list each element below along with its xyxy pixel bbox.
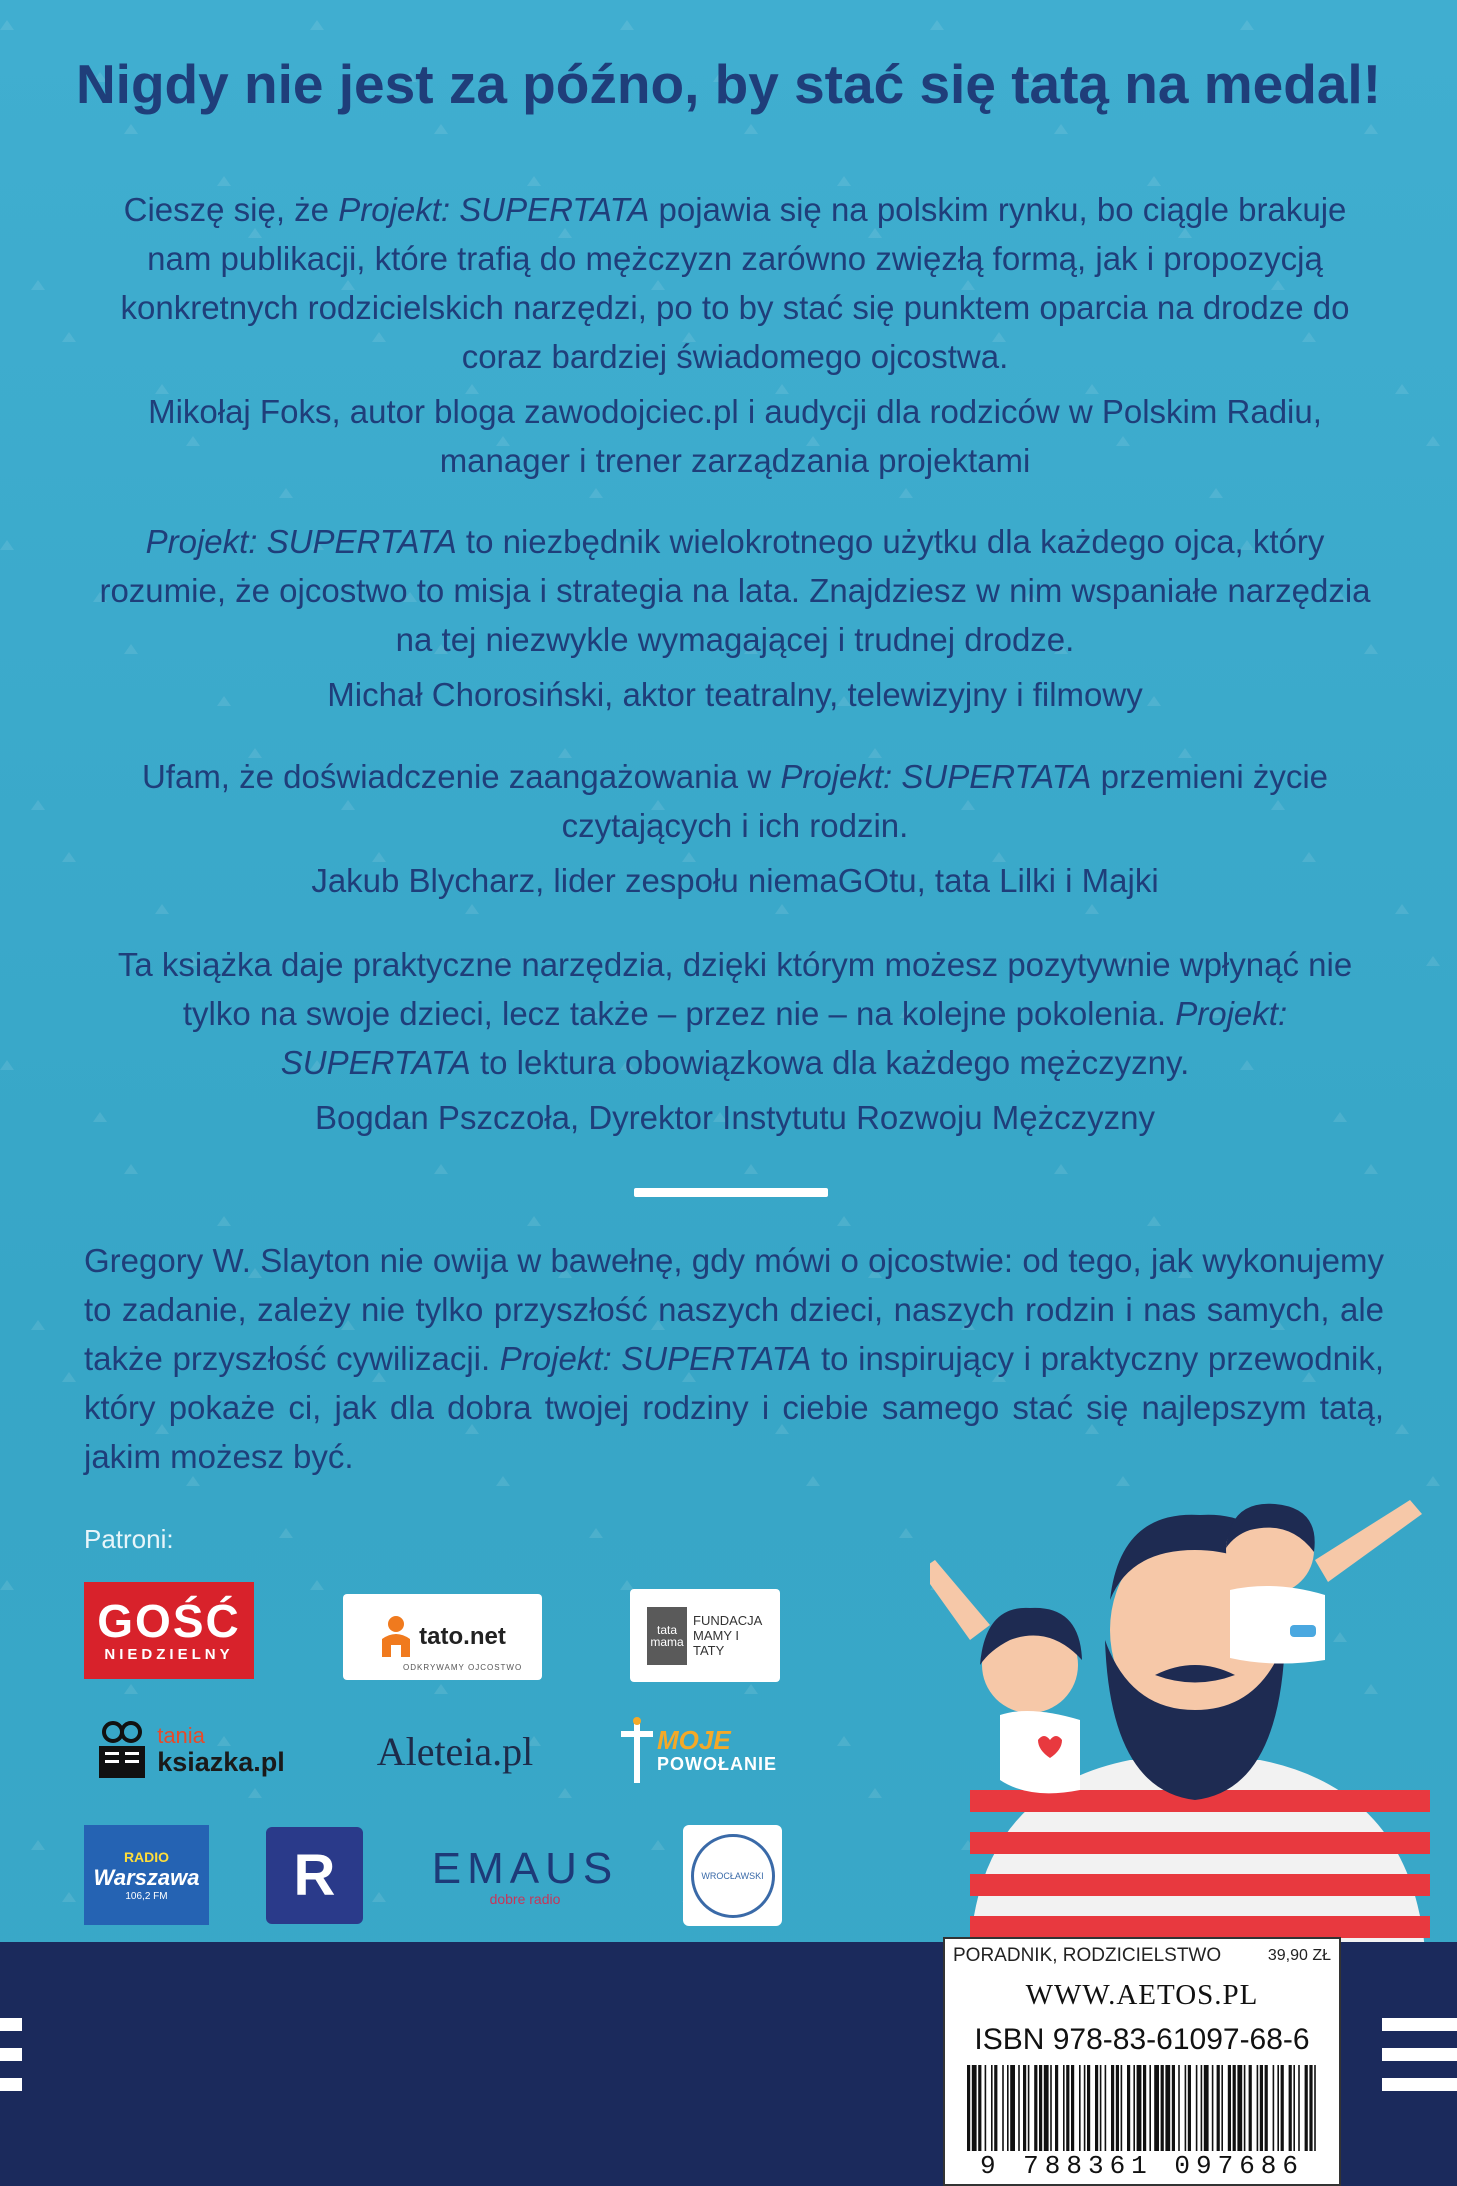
pattern-triangle	[589, 1528, 603, 1538]
pattern-triangle	[558, 1788, 572, 1798]
pattern-triangle	[930, 20, 944, 30]
pattern-triangle	[837, 1736, 851, 1746]
pattern-triangle	[372, 1892, 386, 1902]
emaus-title: EMAUS	[431, 1844, 619, 1893]
barcode-bar	[1084, 2065, 1086, 2151]
powolanie-line1: MOJE	[657, 1725, 731, 1755]
barcode-bar	[991, 2065, 993, 2151]
barcode-bar	[1066, 2065, 1069, 2151]
divider-line	[634, 1188, 828, 1197]
pattern-triangle	[1240, 20, 1254, 30]
barcode-bar	[1044, 2065, 1049, 2151]
barcode-bar	[1249, 2065, 1252, 2151]
barcode-bar	[1212, 2065, 1214, 2151]
cross-figure-icon	[617, 1717, 657, 1787]
patrons-label: Patroni:	[84, 1524, 174, 1554]
wroclawski-logo	[683, 1825, 782, 1926]
pattern-triangle	[434, 124, 448, 134]
price-isbn-box	[943, 1937, 1341, 2186]
pattern-triangle	[589, 488, 603, 498]
barcode-bar	[1281, 2065, 1284, 2151]
pattern-triangle	[1395, 904, 1409, 914]
pattern-triangle	[310, 20, 324, 30]
pattern-triangle	[31, 280, 45, 290]
radio-line1: RADIO	[123, 1848, 170, 1865]
powolanie-line2: POWOŁANIE	[657, 1754, 777, 1774]
pattern-triangle	[434, 1164, 448, 1174]
barcode-bar	[967, 2065, 970, 2151]
barcode-bar	[1244, 2065, 1246, 2151]
barcode-bar	[1178, 2065, 1180, 2151]
fundacja-text: FUNDACJA MAMY I TATY	[693, 1613, 762, 1658]
moje-powolanie-logo	[612, 1712, 782, 1792]
barcode-bar	[1133, 2065, 1135, 2151]
band-stripe	[1382, 2048, 1457, 2061]
pattern-triangle	[1364, 124, 1378, 134]
text-segment: to lektura obowiązkowa dla każdego mężczyzny.	[470, 1044, 1190, 1081]
book-title-italic: Projekt: SUPERTATA	[780, 758, 1092, 795]
book-title-italic: Projekt: SUPERTATA	[338, 191, 650, 228]
pattern-triangle	[279, 488, 293, 498]
barcode-bar	[1277, 2065, 1279, 2151]
quote-source: Bogdan Pszczoła, Dyrektor Instytutu Rozwoju Mężczyzny	[314, 1099, 1155, 1136]
pattern-triangle	[1426, 436, 1440, 446]
barcode-bar	[1289, 2065, 1292, 2151]
text-segment: przemieni życie czytających i ich rodzin.	[561, 758, 1329, 844]
barcode-bar	[1071, 2065, 1074, 2151]
pattern-triangle	[1209, 488, 1223, 498]
pattern-triangle	[744, 1164, 758, 1174]
barcode-bar	[1201, 2065, 1203, 2151]
tania-logo-line2: ksiazka.pl	[157, 1747, 285, 1777]
barcode-bar	[1188, 2065, 1191, 2151]
barcode-bar	[1007, 2065, 1009, 2151]
pattern-triangle	[0, 20, 14, 30]
barcode-bar	[1055, 2065, 1058, 2151]
pattern-triangle	[62, 332, 76, 342]
barcode-bar	[1257, 2065, 1259, 2151]
pattern-triangle	[899, 1528, 913, 1538]
genre-label: PORADNIK, RODZICIELSTWO	[953, 1945, 1222, 1966]
pattern-triangle	[620, 20, 634, 30]
barcode-bar	[1116, 2065, 1119, 2151]
book-title-italic: Projekt: SUPERTATA	[499, 1340, 812, 1377]
barcode-bar	[1018, 2065, 1020, 2151]
barcode-bar	[1298, 2065, 1300, 2151]
barcode-bar	[1305, 2065, 1308, 2151]
tania-ksiazka-logo	[84, 1712, 294, 1786]
pattern-triangle	[868, 1788, 882, 1798]
barcode-bar	[1265, 2065, 1268, 2151]
barcode-bar	[1273, 2065, 1275, 2151]
quote-text	[90, 940, 1380, 1087]
pattern-triangle	[465, 904, 479, 914]
barcode-bar	[1095, 2065, 1098, 2151]
pattern-triangle	[279, 1528, 293, 1538]
barcode-bar	[1034, 2065, 1037, 2151]
barcode-bar	[1196, 2065, 1198, 2151]
pattern-triangle	[31, 1320, 45, 1330]
barcode-bar	[994, 2065, 997, 2151]
barcode-bar	[1111, 2065, 1114, 2151]
tato-figure-icon	[379, 1615, 413, 1659]
barcode-bar	[1149, 2065, 1151, 2151]
pattern-triangle	[62, 1892, 76, 1902]
pattern-triangle	[775, 904, 789, 914]
owl-book-icon	[93, 1716, 151, 1782]
text-segment: Cieszę się, że	[123, 191, 339, 228]
pattern-triangle	[31, 1840, 45, 1850]
barcode-bar	[1100, 2065, 1102, 2151]
barcode-bar	[1237, 2065, 1242, 2151]
text-segment: to inspirujący i praktyczny przewodnik, który pokaże ci, jak dla dobra twojej rodziny i ciebie samego stać się najlepszym tatą, jakim możesz być.	[84, 1340, 1384, 1475]
radio-line2: Warszawa	[93, 1864, 200, 1890]
isbn-number: ISBN 978-83-61097-68-6	[974, 2023, 1310, 2056]
quote-text	[90, 517, 1380, 664]
band-stripe	[0, 2078, 22, 2091]
gosc-logo-subtitle: NIEDZIELNY	[104, 1646, 234, 1663]
price-label: 39,90 ZŁ	[1267, 1947, 1331, 1964]
barcode-bar	[985, 2065, 987, 2151]
aleteia-logo: Aleteia.pl	[376, 1728, 534, 1774]
text-segment: pojawia się na polskim rynku, bo ciągle brakuje nam publikacji, które trafią do mężczyzn zarówno zwięzłą formą, jak i propozycją konkretnych rodzicielskich narzędzi, po to by stać się punktem oparcia na drodze do coraz bardziej świadomego ojcostwa.	[120, 191, 1350, 375]
pattern-triangle	[31, 800, 45, 810]
book-title-italic: Projekt: SUPERTATA	[145, 523, 457, 560]
quote-2	[90, 517, 1380, 719]
publisher-website: WWW.AETOS.PL	[1025, 1979, 1259, 2011]
barcode-bar	[1050, 2065, 1052, 2151]
pattern-triangle	[124, 124, 138, 134]
pattern-triangle	[1426, 956, 1440, 966]
book-description	[84, 1236, 1384, 1481]
fundacja-badge: tata mama	[647, 1607, 687, 1665]
pattern-triangle	[1054, 124, 1068, 134]
emaus-radio-logo	[420, 1840, 630, 1914]
barcode-icon	[967, 2065, 1323, 2151]
radio-line3: 106,2 FM	[125, 1890, 168, 1902]
barcode-bar	[1121, 2065, 1123, 2151]
pattern-triangle	[62, 852, 76, 862]
barcode-bar	[1314, 2065, 1316, 2151]
pattern-triangle	[1085, 904, 1099, 914]
barcode-bar	[1002, 2065, 1004, 2151]
r-logo: R	[266, 1827, 363, 1924]
pattern-triangle	[744, 1684, 758, 1694]
barcode-bar	[1023, 2065, 1026, 2151]
barcode-bar	[1221, 2065, 1223, 2151]
pattern-triangle	[0, 540, 14, 550]
quote-text	[90, 185, 1380, 381]
barcode-bar	[972, 2065, 977, 2151]
quote-text	[90, 752, 1380, 850]
pattern-triangle	[899, 488, 913, 498]
pattern-triangle	[1426, 1476, 1440, 1486]
text-segment: Gregory W. Slayton nie owija w bawełnę, gdy mówi o ojcostwie: od tego, jak wykonujemy to zadanie, zależy nie tylko przyszłość naszych dzieci, naszych rodzin i nas samych, ale także przyszłość cywilizacji.	[84, 1242, 1384, 1377]
band-stripe	[1382, 2078, 1457, 2091]
pattern-triangle	[62, 1372, 76, 1382]
pattern-triangle	[124, 1684, 138, 1694]
barcode-bar	[1028, 2065, 1030, 2151]
radio-warszawa-logo	[84, 1825, 209, 1925]
barcode-bar	[1079, 2065, 1081, 2151]
quote-4	[90, 940, 1380, 1142]
tato-logo-tagline: ODKRYWAMY OJCOSTWO	[403, 1663, 523, 1672]
barcode-bar	[1105, 2065, 1107, 2151]
barcode-bar	[1228, 2065, 1231, 2151]
barcode-bar	[1087, 2065, 1090, 2151]
barcode-bar	[1309, 2065, 1312, 2151]
book-title-italic: Projekt: SUPERTATA	[280, 995, 1288, 1081]
pattern-triangle	[155, 904, 169, 914]
tato-logo-name: tato.net	[419, 1623, 506, 1650]
text-segment: to niezbędnik wielokrotnego użytku dla każdego ojca, który rozumie, że ojcostwo to misja i strategia na lata. Znajdziesz w nim wspaniałe narzędzia na tej niezwykle wymagającej i trudnej drodze.	[99, 523, 1371, 658]
barcode-bar	[1260, 2065, 1263, 2151]
barcode-bar	[1143, 2065, 1146, 2151]
pattern-triangle	[651, 1840, 665, 1850]
pattern-triangle	[0, 1580, 14, 1590]
barcode-bar	[1154, 2065, 1159, 2151]
family-illustration	[930, 1490, 1457, 1950]
barcode-bar	[1204, 2065, 1209, 2151]
barcode-bar	[1293, 2065, 1295, 2151]
headline: Nigdy nie jest za późno, by stać się tatą na medal!	[75, 53, 1382, 115]
pattern-triangle	[217, 1216, 231, 1226]
barcode-bar	[1172, 2065, 1175, 2151]
band-stripe	[1382, 2018, 1457, 2031]
gosc-logo-title: GOŚĆ	[97, 1595, 241, 1647]
pattern-triangle	[744, 124, 758, 134]
barcode-bar	[1010, 2065, 1015, 2151]
quote-source: Jakub Blycharz, lider zespołu niemaGOtu, tata Lilki i Majki	[311, 862, 1159, 899]
barcode-bar	[1233, 2065, 1236, 2151]
band-stripe	[0, 2048, 22, 2061]
emaus-subtitle: dobre radio	[489, 1891, 561, 1907]
barcode-bar	[1063, 2065, 1065, 2151]
barcode-bar	[978, 2065, 981, 2151]
barcode-bar	[1185, 2065, 1187, 2151]
tato-net-logo	[343, 1594, 542, 1680]
barcode-bar	[1165, 2065, 1170, 2151]
quote-source: Michał Chorosiński, aktor teatralny, telewizyjny i filmowy	[327, 676, 1143, 713]
quote-3	[90, 752, 1380, 905]
pattern-triangle	[434, 1684, 448, 1694]
pattern-triangle	[0, 1060, 14, 1070]
gosc-niedzielny-logo	[84, 1582, 254, 1679]
wroclawski-circle: WROCŁAWSKI	[691, 1834, 775, 1918]
pattern-triangle	[837, 1216, 851, 1226]
pattern-triangle	[310, 1580, 324, 1590]
barcode-bar	[1127, 2065, 1130, 2151]
quote-source: Mikołaj Foks, autor bloga zawodojciec.pl i audycji dla rodziców w Polskim Radiu, manager i trener zarządzania projektami	[148, 393, 1322, 479]
tania-logo-line1: tania	[157, 1723, 205, 1748]
text-segment: Ta książka daje praktyczne narzędzia, dzięki którym możesz pozytywnie wpłynąć nie tylko na swoje dzieci, lecz także – przez nie – na kolejne pokolenia.	[117, 946, 1353, 1032]
pattern-triangle	[1054, 1164, 1068, 1174]
pattern-triangle	[248, 1788, 262, 1798]
barcode-bar	[1217, 2065, 1220, 2151]
pattern-triangle	[1147, 1216, 1161, 1226]
pattern-triangle	[527, 1216, 541, 1226]
pattern-triangle	[1395, 1424, 1409, 1434]
barcode-bar	[1039, 2065, 1042, 2151]
pattern-triangle	[1364, 1164, 1378, 1174]
band-stripe	[0, 2018, 22, 2031]
barcode-digits: 9 788361 097686	[979, 2151, 1305, 2181]
pattern-triangle	[124, 1164, 138, 1174]
quote-1	[90, 185, 1380, 485]
fundacja-mamy-i-taty-logo	[630, 1589, 780, 1682]
barcode-bar	[1137, 2065, 1142, 2151]
text-segment: Ufam, że doświadczenie zaangażowania w	[141, 758, 781, 795]
pattern-triangle	[1395, 384, 1409, 394]
barcode-bar	[1161, 2065, 1164, 2151]
